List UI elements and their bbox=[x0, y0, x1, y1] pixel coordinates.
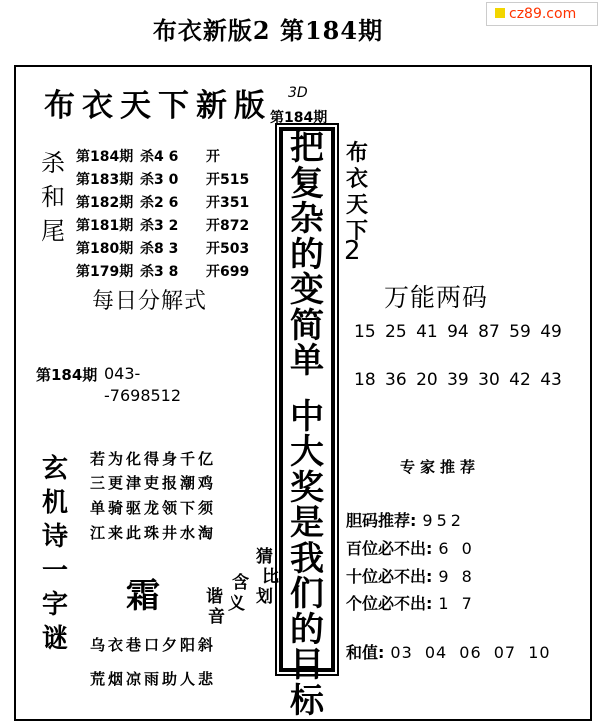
row-open: 开503 bbox=[206, 241, 250, 257]
riddle-hint: 义 bbox=[228, 594, 245, 614]
two-codes-row: 15 25 41 94 87 59 49 bbox=[354, 322, 562, 342]
two-codes-title: 万能两码 bbox=[384, 283, 489, 312]
banner-char: 是 bbox=[290, 503, 324, 543]
logo-square-icon bbox=[495, 8, 505, 18]
riddle-hint: 含 bbox=[232, 573, 249, 593]
banner-char: 大 bbox=[290, 432, 324, 472]
brand-title: 布衣天下新版 bbox=[44, 88, 272, 124]
row-open: 开351 bbox=[206, 195, 250, 211]
ge-value: 1 7 bbox=[438, 594, 476, 613]
logo-text: cz89.com bbox=[509, 6, 577, 22]
shi-label: 十位必不出: bbox=[346, 567, 433, 586]
banner-char: 我 bbox=[290, 538, 324, 579]
row-open: 开 bbox=[206, 149, 220, 165]
row-kill: 杀8 3 bbox=[140, 241, 179, 257]
bai-label: 百位必不出: bbox=[346, 539, 433, 558]
tag-3d: 3D bbox=[288, 85, 308, 101]
shi-value: 9 8 bbox=[438, 567, 476, 586]
poem-line: 若为化得身千亿 bbox=[90, 450, 217, 468]
center-slogan-banner bbox=[279, 127, 335, 721]
banner-char: 的 bbox=[290, 609, 324, 650]
row-issue: 第183期 bbox=[76, 172, 134, 188]
banner-char: 标 bbox=[290, 680, 324, 721]
tail-section-label: 杀和尾 bbox=[41, 149, 65, 245]
row-open: 开515 bbox=[206, 172, 250, 188]
banner-char: 的 bbox=[290, 234, 324, 275]
banner-char: 奖 bbox=[290, 467, 324, 508]
row-issue: 第180期 bbox=[76, 241, 134, 257]
banner-char: 简 bbox=[290, 305, 324, 346]
brand2-number: 2 bbox=[344, 236, 361, 266]
decompose-line-2: -7698512 bbox=[104, 386, 182, 405]
dan-value: 952 bbox=[422, 511, 465, 530]
sum-value: 03 04 06 07 10 bbox=[390, 643, 551, 662]
row-issue: 第181期 bbox=[76, 218, 134, 234]
riddle-hint: 猜 bbox=[256, 547, 273, 567]
row-issue: 第184期 bbox=[76, 149, 134, 165]
poem-line: 江来此珠井水淘 bbox=[90, 524, 217, 542]
ge-row bbox=[346, 591, 476, 614]
row-issue: 第179期 bbox=[76, 264, 134, 280]
row-kill: 杀3 0 bbox=[140, 172, 179, 188]
riddle-hint: 比 bbox=[262, 567, 279, 587]
banner-char: 中 bbox=[290, 396, 324, 437]
dan-row bbox=[346, 508, 465, 531]
brand2-text: 布衣天下 bbox=[345, 140, 368, 244]
site-logo[interactable] bbox=[486, 2, 598, 26]
bai-value: 6 0 bbox=[438, 539, 476, 558]
sum-label: 和值: bbox=[346, 643, 385, 662]
banner-char: 复 bbox=[290, 163, 324, 204]
footer-poem-line: 荒烟凉雨助人悲 bbox=[90, 670, 217, 688]
poem-section-label: 玄机诗一字谜 bbox=[41, 454, 68, 654]
expert-title: 专家推荐 bbox=[400, 458, 481, 476]
bai-row bbox=[346, 536, 476, 559]
poem-line: 单骑驱龙领下须 bbox=[90, 499, 217, 517]
row-open: 开699 bbox=[206, 264, 250, 280]
riddle-character: 霜 bbox=[126, 576, 160, 616]
decompose-line-1: 043- bbox=[104, 364, 141, 383]
footer-poem-line: 乌衣巷口夕阳斜 bbox=[90, 636, 217, 654]
sum-row bbox=[346, 640, 551, 663]
riddle-hint: 音 bbox=[208, 607, 225, 627]
poem-line: 三更津吏报潮鸡 bbox=[90, 474, 217, 492]
riddle-hint: 划 bbox=[256, 587, 273, 607]
shi-row bbox=[346, 564, 476, 587]
banner-char: 单 bbox=[290, 341, 324, 381]
banner-char: 杂 bbox=[290, 199, 324, 239]
decompose-issue: 第184期 bbox=[36, 366, 98, 384]
row-kill: 杀3 8 bbox=[140, 264, 179, 280]
row-kill: 杀3 2 bbox=[140, 218, 179, 234]
banner-char: 把 bbox=[290, 128, 324, 168]
row-kill: 杀2 6 bbox=[140, 195, 179, 211]
banner-char: 变 bbox=[290, 270, 324, 310]
ge-label: 个位必不出: bbox=[346, 594, 433, 613]
riddle-hint: 谐 bbox=[206, 587, 223, 607]
decompose-title: 每日分解式 bbox=[92, 289, 208, 314]
row-open: 开872 bbox=[206, 218, 250, 234]
row-issue: 第182期 bbox=[76, 195, 134, 211]
row-kill: 杀4 6 bbox=[140, 149, 179, 165]
dan-label: 胆码推荐: bbox=[346, 511, 417, 530]
banner-char: 目 bbox=[290, 645, 324, 685]
header-title: 布衣新版2 第184期 bbox=[152, 16, 384, 45]
two-codes-row: 18 36 20 39 30 42 43 bbox=[354, 370, 562, 390]
banner-char: 们 bbox=[290, 574, 324, 614]
issue-label: 第184期 bbox=[270, 110, 328, 126]
